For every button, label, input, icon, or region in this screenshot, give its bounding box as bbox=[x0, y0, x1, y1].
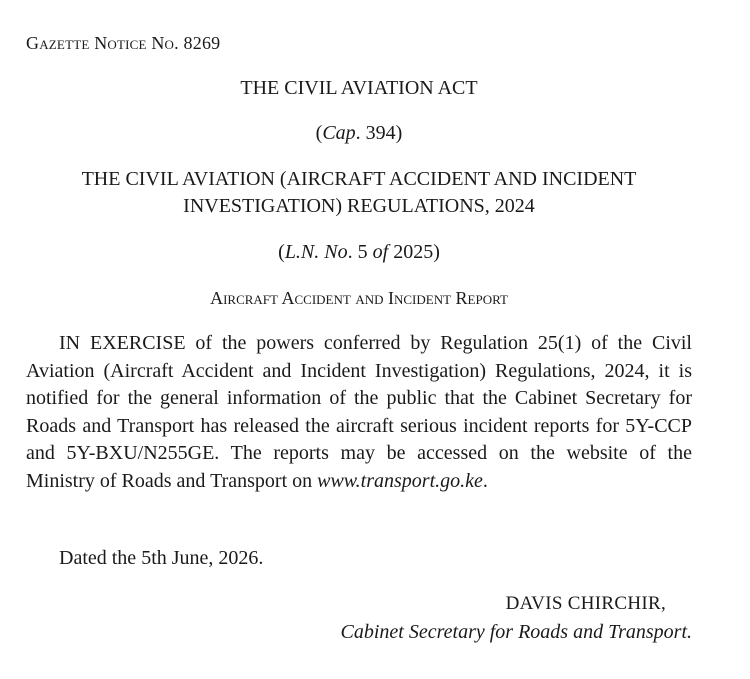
regulations-title bbox=[26, 166, 692, 220]
legal-notice-reference bbox=[26, 239, 692, 265]
ln-mid: . 5 bbox=[347, 241, 373, 263]
act-chapter-suffix: . 394) bbox=[355, 122, 403, 144]
gazette-notice-number: Gazette Notice No. 8269 bbox=[26, 33, 221, 53]
act-title: THE CIVIL AVIATION ACT bbox=[240, 77, 478, 99]
act-chapter bbox=[26, 120, 692, 146]
ln-suffix: 2025) bbox=[388, 241, 440, 263]
ln-italic-of: of bbox=[372, 241, 389, 263]
act-chapter-italic: Cap bbox=[322, 122, 356, 144]
ln-italic-number: L.N. No bbox=[284, 241, 348, 263]
dated-line: Dated the 5th June, 2026. bbox=[59, 547, 264, 569]
gazette-notice-page bbox=[26, 0, 692, 679]
act-chapter-prefix: ( bbox=[315, 122, 323, 144]
body-text: IN EXERCISE of the powers conferred by Regulation 25(1) of the Civil Aviation (Aircraft Accident and Incident Investigation) Regulations, 2024, it is notified for the general information of the public that the Cabinet Secretary for Roads and Transport has released the aircraft serious incident reports for 5Y-CCP and 5Y-BXU/N255GE. The reports may be accessed on the website of the Ministry of Roads and Transport on bbox=[26, 332, 692, 492]
body-end: . bbox=[482, 469, 488, 492]
regulations-title-line1: THE CIVIL AVIATION (AIRCRAFT ACCIDENT AND INCIDENT bbox=[81, 168, 637, 190]
body-paragraph bbox=[26, 330, 692, 495]
regulations-title-line2: INVESTIGATION) REGULATIONS, 2024 bbox=[183, 195, 535, 217]
report-title: Aircraft Accident and Incident Report bbox=[210, 288, 508, 308]
signatory-role: Cabinet Secretary for Roads and Transport. bbox=[340, 621, 692, 643]
signatory-name: DAVIS CHIRCHIR, bbox=[505, 593, 666, 614]
ln-prefix: ( bbox=[278, 241, 285, 263]
website-link[interactable]: www.transport.go.ke bbox=[317, 469, 483, 492]
